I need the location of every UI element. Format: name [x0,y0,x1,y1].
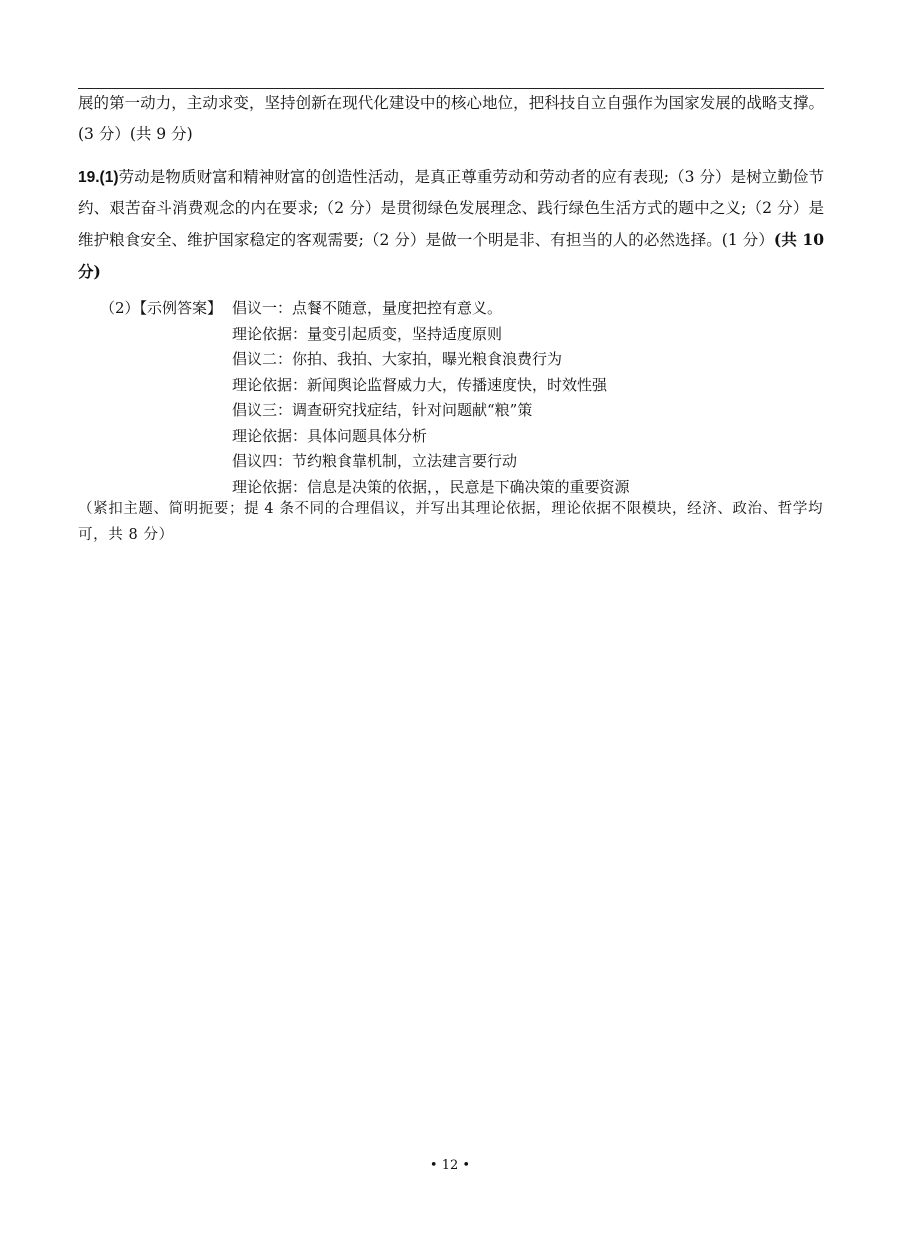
answer-row [100,373,800,399]
proposal-2: 倡议二：你拍、我拍、大家拍，曝光粮食浪费行为 [232,350,563,368]
question-19-part1 [78,162,824,288]
page-number: • 12 • [429,1158,471,1173]
answer-row [100,296,800,322]
basis-1: 理论依据：量变引起质变，坚持适度原则 [232,324,503,343]
previous-answer-continuation [78,88,824,150]
question-19-answer-text: 劳动是物质财富和精神财富的创造性活动，是真正尊重劳动和劳动者的应有表现;（3 分）是树立勤俭节约、艰苦奋斗消费观念的内在要求;（2 分）是贯彻绿色发展理念、践行绿色生活方式的题中之义;（2 分）是维护粮食安全、维护国家稳定的客观需要;（2 分）是做一个明是非、有担当的人的必然选择。(1 分） [78,168,824,249]
answer-row [100,398,800,424]
sample-answer-label: （2）【示例答案】 [100,299,223,317]
proposal-1: 倡议一：点餐不随意，量度把控有意义。 [232,299,503,317]
continuation-text: 展的第一动力，主动求变，坚持创新在现代化建设中的核心地位，把科技自立自强作为国家发展的战略支撑。(3 分）(共 9 分) [78,94,824,143]
question-19-part2 [100,296,800,500]
answer-row [100,424,800,450]
basis-4: 理论依据：信息是决策的依据，，民意是下确决策的重要资源 [232,477,630,496]
answer-row [100,347,800,373]
basis-2: 理论依据：新闻舆论监督威力大，传播速度快，时效性强 [232,375,608,394]
proposal-3: 倡议三：调查研究找症结，针对问题献“粮”策 [232,401,533,419]
question-number: 19.(1) [78,169,119,186]
answer-row [100,449,800,475]
basis-3: 理论依据：具体问题具体分析 [232,426,428,445]
question-19-total: (共 10 分) [78,230,824,281]
scoring-note: （紧扣主题、简明扼要；提 4 条不同的合理倡议，并写出其理论依据，理论依据不限模块，经济、政治、哲学均可，共 8 分） [78,501,824,543]
answer-row [100,322,800,348]
proposal-4: 倡议四：节约粮食靠机制，立法建言要行动 [232,452,518,470]
